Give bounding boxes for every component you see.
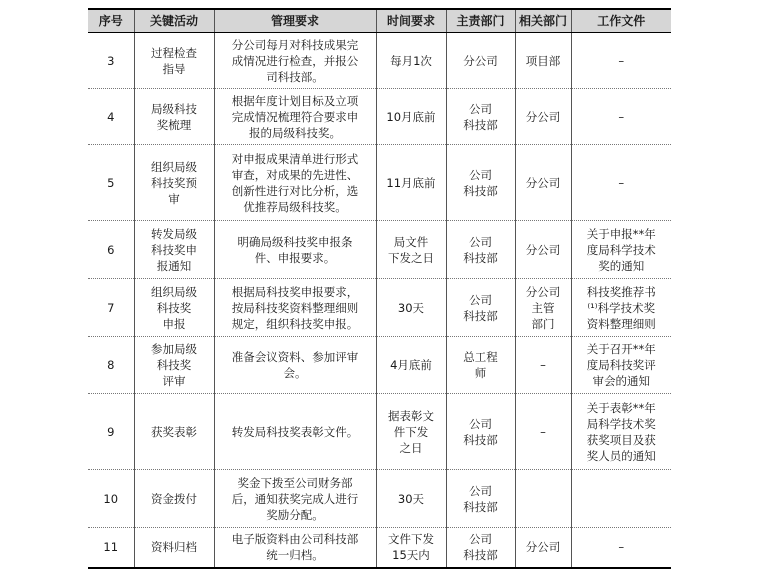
cell-requirement-text: 转发局科技奖表彰文件。 xyxy=(231,424,359,439)
cell-activity-text: 转发局级 科技奖申 报通知 xyxy=(151,226,197,273)
cell-no xyxy=(88,145,134,221)
cell-requirement-text: 奖金下拨至公司财务部 后，通知获奖完成人进行 奖励分配。 xyxy=(231,475,359,522)
cell-time xyxy=(376,221,446,279)
table-row xyxy=(88,470,671,528)
cell-activity-text: 组织局级 科技奖 申报 xyxy=(151,284,197,331)
table-row xyxy=(88,33,671,89)
procedure-table xyxy=(88,8,671,569)
cell-requirement xyxy=(214,145,376,221)
cell-activity xyxy=(134,470,214,528)
table-row xyxy=(88,394,671,470)
cell-activity xyxy=(134,279,214,337)
cell-activity xyxy=(134,337,214,394)
procedure-table-page xyxy=(88,8,671,569)
cell-requirement-text: 准备会议资料、参加评审 会。 xyxy=(231,350,359,380)
cell-owner xyxy=(446,279,515,337)
cell-no xyxy=(88,33,134,89)
cell-owner xyxy=(446,528,515,568)
cell-activity-text: 参加局级 科技奖 评审 xyxy=(151,342,197,388)
cell-requirement xyxy=(214,394,376,470)
header-requirement: 管理要求 xyxy=(214,9,376,33)
cell-related-text: 分公司 xyxy=(525,242,561,257)
cell-no xyxy=(88,528,134,568)
cell-activity xyxy=(134,145,214,221)
cell-file xyxy=(571,337,671,394)
cell-related-text: 项目部 xyxy=(525,53,561,68)
cell-owner-text: 公司 科技部 xyxy=(463,167,498,198)
cell-related xyxy=(515,279,571,337)
cell-file-text: – xyxy=(618,540,625,555)
cell-related xyxy=(515,470,571,528)
cell-no-text: 10 xyxy=(103,491,119,506)
cell-requirement-text: 根据年度计划目标及立项 完成情况梳理符合要求申 报的局级科技奖。 xyxy=(231,93,359,140)
cell-requirement xyxy=(214,279,376,337)
cell-time xyxy=(376,394,446,470)
cell-file xyxy=(571,145,671,221)
table-header-row xyxy=(88,9,671,33)
table-row xyxy=(88,337,671,394)
cell-activity xyxy=(134,394,214,470)
header-activity: 关键活动 xyxy=(134,9,214,33)
table-row xyxy=(88,89,671,145)
cell-time xyxy=(376,89,446,145)
cell-requirement xyxy=(214,528,376,568)
table-row xyxy=(88,145,671,221)
cell-related xyxy=(515,89,571,145)
cell-activity xyxy=(134,33,214,89)
header-no: 序号 xyxy=(88,9,134,33)
cell-no-text: 7 xyxy=(107,300,115,315)
cell-owner xyxy=(446,337,515,394)
cell-requirement xyxy=(214,221,376,279)
table-row xyxy=(88,221,671,279)
cell-related xyxy=(515,337,571,394)
cell-owner-text: 公司 科技部 xyxy=(463,292,498,323)
cell-requirement-text: 根据局科技奖申报要求， 按局科技奖资料整理细则 规定，组织科技奖申报。 xyxy=(231,284,359,331)
cell-owner xyxy=(446,470,515,528)
cell-no-text: 8 xyxy=(107,358,115,372)
cell-time xyxy=(376,145,446,221)
table-row xyxy=(88,279,671,337)
cell-time xyxy=(376,33,446,89)
cell-related xyxy=(515,528,571,568)
cell-owner-text: 公司 科技部 xyxy=(463,483,498,514)
cell-no-text: 5 xyxy=(107,175,115,190)
cell-activity-text: 资金拨付 xyxy=(151,491,197,506)
cell-time-text: 11月底前 xyxy=(386,175,436,190)
cell-time-text: 30天 xyxy=(397,491,425,506)
cell-owner-text: 公司 科技部 xyxy=(463,101,498,132)
cell-file xyxy=(571,279,671,337)
cell-related xyxy=(515,145,571,221)
cell-requirement-text: 电子版资料由公司科技部 统一归档。 xyxy=(231,532,359,563)
cell-owner-text: 公司 科技部 xyxy=(463,416,498,447)
cell-owner-text: 公司 科技部 xyxy=(463,234,498,265)
cell-file xyxy=(571,221,671,279)
cell-no xyxy=(88,337,134,394)
cell-file xyxy=(571,528,671,568)
cell-time-text: 10月底前 xyxy=(386,109,436,124)
cell-no xyxy=(88,89,134,145)
cell-time-text: 4月底前 xyxy=(390,358,432,372)
cell-file-text: 科技奖推荐书 ⁽¹⁾科学技术奖 资料整理细则 xyxy=(586,284,656,331)
cell-related xyxy=(515,221,571,279)
cell-file xyxy=(571,89,671,145)
cell-owner xyxy=(446,394,515,470)
cell-activity-text: 局级科技 奖梳理 xyxy=(151,101,197,132)
cell-file-text: – xyxy=(618,175,625,190)
cell-file xyxy=(571,470,671,528)
cell-related xyxy=(515,33,571,89)
cell-activity-text: 资料归档 xyxy=(151,540,197,555)
cell-file-text: 关于表彰**年 局科学技术奖 获奖项目及获 奖人员的通知 xyxy=(586,400,656,463)
header-time: 时间要求 xyxy=(376,9,446,33)
cell-time-text: 局文件 下发之日 xyxy=(388,234,434,265)
cell-no-text: 4 xyxy=(107,109,115,124)
cell-requirement-text: 分公司每月对科技成果完 成情况进行检查，并报公 司科技部。 xyxy=(231,37,359,84)
cell-activity xyxy=(134,528,214,568)
cell-no xyxy=(88,221,134,279)
cell-owner-text: 分公司 xyxy=(463,53,498,68)
cell-file-text: – xyxy=(618,53,625,68)
cell-activity xyxy=(134,89,214,145)
header-related-dept: 相关部门 xyxy=(515,9,571,33)
cell-time-text: 每月1次 xyxy=(390,53,432,68)
header-owner-dept: 主责部门 xyxy=(446,9,515,33)
cell-activity xyxy=(134,221,214,279)
header-work-file: 工作文件 xyxy=(571,9,671,33)
cell-requirement-text: 对申报成果清单进行形式 审查，对成果的先进性、 创新性进行对比分析，选 优推荐局级科技奖。 xyxy=(231,151,359,214)
cell-requirement xyxy=(214,33,376,89)
cell-time-text: 据表彰文 件下发 之日 xyxy=(388,408,434,455)
cell-activity-text: 获奖表彰 xyxy=(151,424,197,439)
cell-no-text: 3 xyxy=(107,53,115,68)
cell-file xyxy=(571,394,671,470)
cell-time-text: 30天 xyxy=(397,300,425,315)
cell-no-text: 6 xyxy=(107,242,115,257)
cell-owner xyxy=(446,33,515,89)
cell-owner-text: 公司 科技部 xyxy=(463,532,498,563)
cell-time xyxy=(376,470,446,528)
cell-related-text: 分公司 xyxy=(525,175,561,190)
cell-owner xyxy=(446,89,515,145)
cell-no xyxy=(88,394,134,470)
cell-file-text: 关于召开**年 度局科技奖评 审会的通知 xyxy=(586,342,656,388)
cell-file xyxy=(571,33,671,89)
cell-related-text: – xyxy=(540,358,546,372)
table-row xyxy=(88,528,671,568)
cell-related xyxy=(515,394,571,470)
cell-file-text: 关于申报**年 度局科学技术 奖的通知 xyxy=(586,226,656,273)
cell-owner xyxy=(446,145,515,221)
cell-requirement-text: 明确局级科技奖申报条 件、申报要求。 xyxy=(237,234,353,265)
cell-related-text: 分公司 xyxy=(525,109,561,124)
cell-related-text: – xyxy=(540,424,546,439)
cell-time xyxy=(376,337,446,394)
cell-owner-text: 总工程 师 xyxy=(463,350,498,380)
cell-requirement xyxy=(214,470,376,528)
cell-related-text: 分公司 xyxy=(525,540,561,555)
cell-no-text: 11 xyxy=(103,540,119,555)
cell-owner xyxy=(446,221,515,279)
cell-time xyxy=(376,279,446,337)
cell-time-text: 文件下发 15天内 xyxy=(388,532,434,563)
cell-time xyxy=(376,528,446,568)
cell-no-text: 9 xyxy=(107,424,115,439)
cell-file-text: – xyxy=(618,109,625,124)
cell-requirement xyxy=(214,89,376,145)
cell-no xyxy=(88,470,134,528)
cell-activity-text: 组织局级 科技奖预 审 xyxy=(151,159,197,206)
cell-related-text: 分公司 主管 部门 xyxy=(525,284,561,331)
cell-activity-text: 过程检查 指导 xyxy=(151,45,197,76)
cell-requirement xyxy=(214,337,376,394)
cell-no xyxy=(88,279,134,337)
